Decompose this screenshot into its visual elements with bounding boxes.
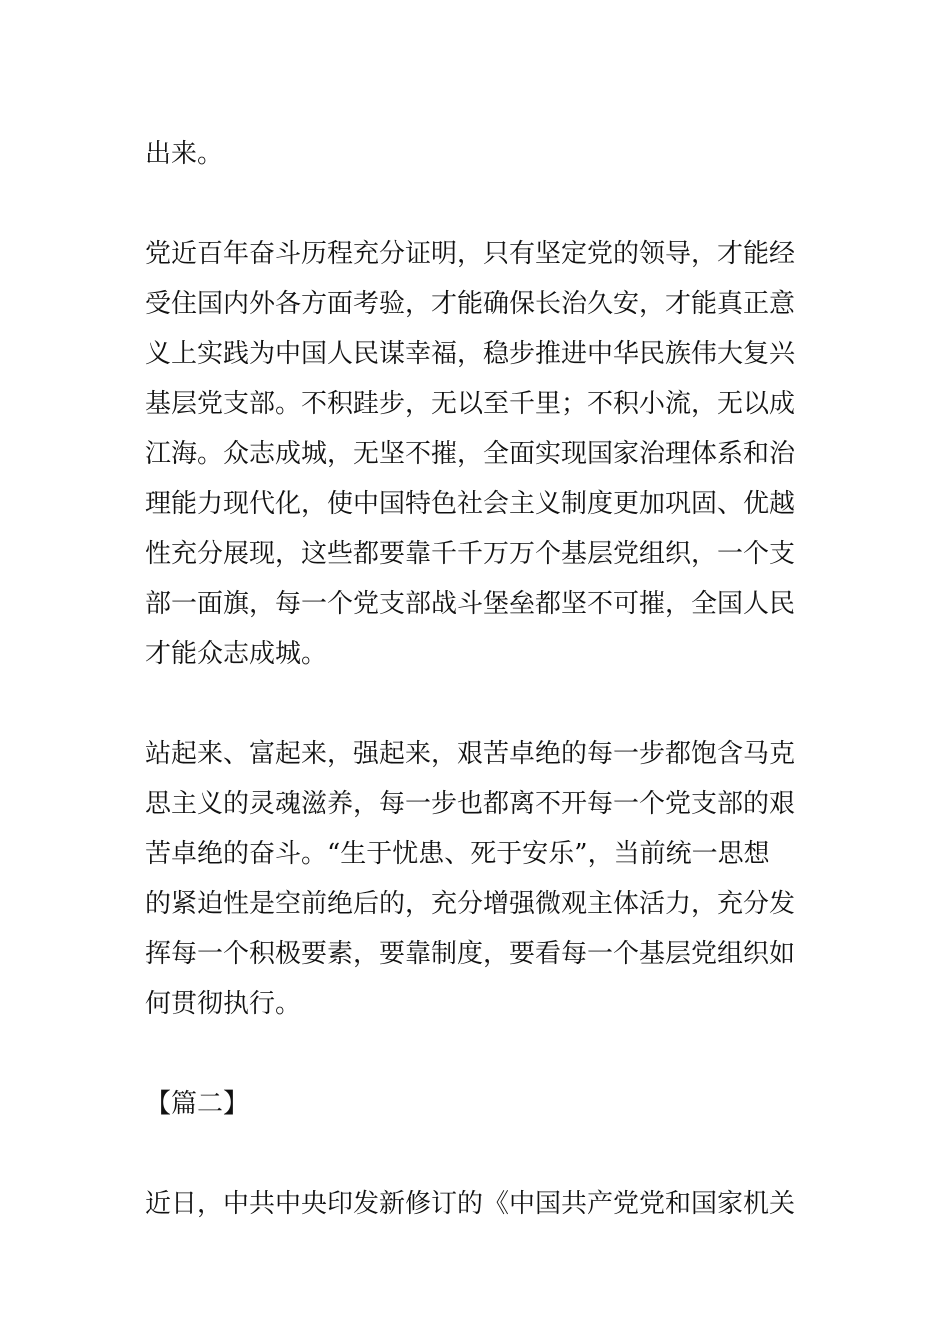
paragraph-2-line-9: 才能众志成城。 (145, 639, 328, 669)
paragraph-1-line-1: 出来。 (145, 139, 224, 169)
paragraph-2-line-6: 理能力现代化，使中国特色社会主义制度更加巩固、优越 (145, 489, 796, 519)
paragraph-3-line-5: 挥每一个积极要素，要靠制度，要看每一个基层党组织如 (145, 939, 796, 969)
paragraph-2-line-2: 受住国内外各方面考验，才能确保长治久安，才能真正意 (145, 289, 796, 319)
paragraph-2-line-7: 性充分展现，这些都要靠千千万万个基层党组织，一个支 (145, 539, 796, 569)
paragraph-3-line-2: 思主义的灵魂滋养，每一步也都离不开每一个党支部的艰 (145, 789, 796, 819)
paragraph-2-line-4: 基层党支部。不积跬步，无以至千里；不积小流，无以成 (145, 389, 796, 419)
paragraph-2-line-8: 部一面旗，每一个党支部战斗堡垒都坚不可摧，全国人民 (145, 589, 796, 619)
paragraph-2-line-3: 义上实践为中国人民谋幸福，稳步推进中华民族伟大复兴 (145, 339, 796, 369)
paragraph-3-line-3: 苦卓绝的奋斗。“生于忧患、死于安乐”，当前统一思想 (145, 839, 770, 869)
paragraph-4-line-1: 近日，中共中央印发新修订的《中国共产党党和国家机关 (145, 1189, 796, 1219)
paragraph-3-line-4: 的紧迫性是空前绝后的，充分增强微观主体活力，充分发 (145, 889, 796, 919)
paragraph-2-line-1: 党近百年奋斗历程充分证明，只有坚定党的领导，才能经 (145, 239, 796, 269)
section-heading: 【篇二】 (145, 1089, 250, 1119)
paragraph-3-line-1: 站起来、富起来，强起来，艰苦卓绝的每一步都饱含马克 (145, 739, 796, 769)
paragraph-3-line-6: 何贯彻执行。 (145, 989, 302, 1019)
paragraph-2-line-5: 江海。众志成城，无坚不摧，全面实现国家治理体系和治 (145, 439, 796, 469)
